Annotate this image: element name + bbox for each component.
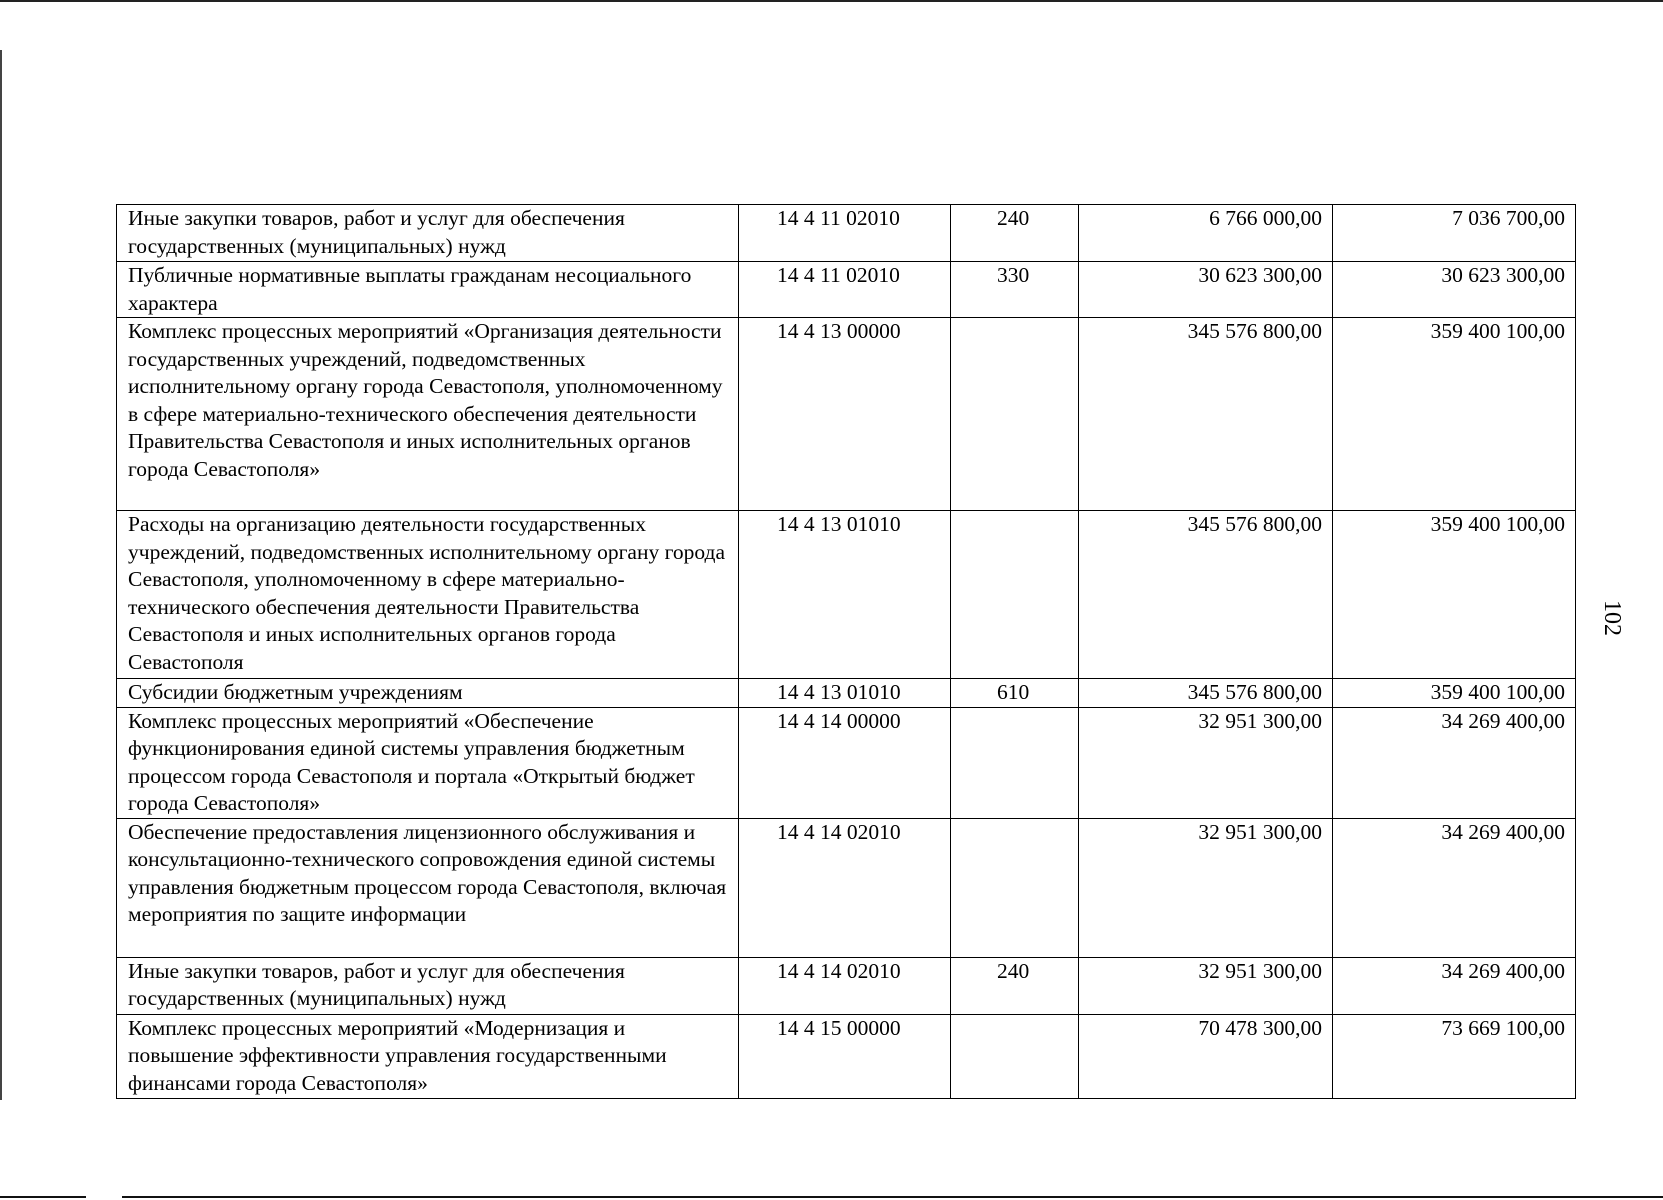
row-expense-type: 240 <box>951 205 1079 262</box>
budget-table <box>116 204 1576 1099</box>
row-amount-year2: 359 400 100,00 <box>1333 511 1576 679</box>
row-amount-year1: 345 576 800,00 <box>1079 318 1333 511</box>
row-code: 14 4 14 00000 <box>739 707 951 818</box>
table-row <box>117 318 1576 511</box>
row-amount-year1: 345 576 800,00 <box>1079 511 1333 679</box>
row-code: 14 4 14 02010 <box>739 957 951 1014</box>
row-name: Публичные нормативные выплаты гражданам несоциального характера <box>117 262 739 318</box>
row-name: Субсидии бюджетным учреждениям <box>117 679 739 708</box>
row-code: 14 4 15 00000 <box>739 1014 951 1098</box>
table-row <box>117 957 1576 1014</box>
row-expense-type: 240 <box>951 957 1079 1014</box>
row-expense-type <box>951 318 1079 511</box>
row-name: Комплекс процессных мероприятий «Модернизация и повышение эффективности управления государственными финансами города Севастополя» <box>117 1014 739 1098</box>
row-expense-type <box>951 1014 1079 1098</box>
row-name: Иные закупки товаров, работ и услуг для обеспечения государственных (муниципальных) нужд <box>117 957 739 1014</box>
table-row <box>117 511 1576 679</box>
table-row <box>117 262 1576 318</box>
row-amount-year1: 32 951 300,00 <box>1079 957 1333 1014</box>
row-expense-type: 610 <box>951 679 1079 708</box>
row-code: 14 4 14 02010 <box>739 818 951 957</box>
row-amount-year2: 34 269 400,00 <box>1333 957 1576 1014</box>
row-code: 14 4 13 01010 <box>739 511 951 679</box>
table-row <box>117 707 1576 818</box>
row-amount-year2: 73 669 100,00 <box>1333 1014 1576 1098</box>
table-row <box>117 205 1576 262</box>
page-number: 102 <box>1599 600 1625 636</box>
row-expense-type: 330 <box>951 262 1079 318</box>
row-code: 14 4 13 01010 <box>739 679 951 708</box>
row-expense-type <box>951 511 1079 679</box>
row-amount-year2: 34 269 400,00 <box>1333 707 1576 818</box>
table-row <box>117 679 1576 708</box>
row-amount-year1: 32 951 300,00 <box>1079 818 1333 957</box>
row-name: Комплекс процессных мероприятий «Организация деятельности государственных учреждений, подведомственных исполнительному органу города Севастополя, уполномоченному в сфере материально-технического обеспечения деятельности Правительства Севастополя и иных исполнительных органов города Севастополя» <box>117 318 739 511</box>
row-amount-year2: 7 036 700,00 <box>1333 205 1576 262</box>
scan-bottom-edge-left <box>0 1196 86 1198</box>
row-code: 14 4 11 02010 <box>739 262 951 318</box>
row-code: 14 4 13 00000 <box>739 318 951 511</box>
row-amount-year1: 70 478 300,00 <box>1079 1014 1333 1098</box>
row-amount-year2: 30 623 300,00 <box>1333 262 1576 318</box>
row-expense-type <box>951 818 1079 957</box>
scan-top-edge <box>0 0 1663 2</box>
table-row <box>117 1014 1576 1098</box>
row-code: 14 4 11 02010 <box>739 205 951 262</box>
row-name: Расходы на организацию деятельности государственных учреждений, подведомственных исполнительному органу города Севастополя, уполномоченному в сфере материально-технического обеспечения деятельности Правительства Севастополя и иных исполнительных органов города Севастополя <box>117 511 739 679</box>
row-name: Комплекс процессных мероприятий «Обеспечение функционирования единой системы управления бюджетным процессом города Севастополя и портала «Открытый бюджет города Севастополя» <box>117 707 739 818</box>
row-expense-type <box>951 707 1079 818</box>
row-amount-year1: 345 576 800,00 <box>1079 679 1333 708</box>
row-name: Иные закупки товаров, работ и услуг для обеспечения государственных (муниципальных) нужд <box>117 205 739 262</box>
row-amount-year2: 359 400 100,00 <box>1333 679 1576 708</box>
scan-left-edge <box>0 50 2 1100</box>
table-row <box>117 818 1576 957</box>
scan-bottom-edge-right <box>122 1196 1663 1198</box>
row-amount-year1: 32 951 300,00 <box>1079 707 1333 818</box>
row-amount-year1: 30 623 300,00 <box>1079 262 1333 318</box>
row-name: Обеспечение предоставления лицензионного обслуживания и консультационно-технического сопровождения единой системы управления бюджетным процессом города Севастополя, включая мероприятия по защите информации <box>117 818 739 957</box>
row-amount-year1: 6 766 000,00 <box>1079 205 1333 262</box>
row-amount-year2: 359 400 100,00 <box>1333 318 1576 511</box>
row-amount-year2: 34 269 400,00 <box>1333 818 1576 957</box>
